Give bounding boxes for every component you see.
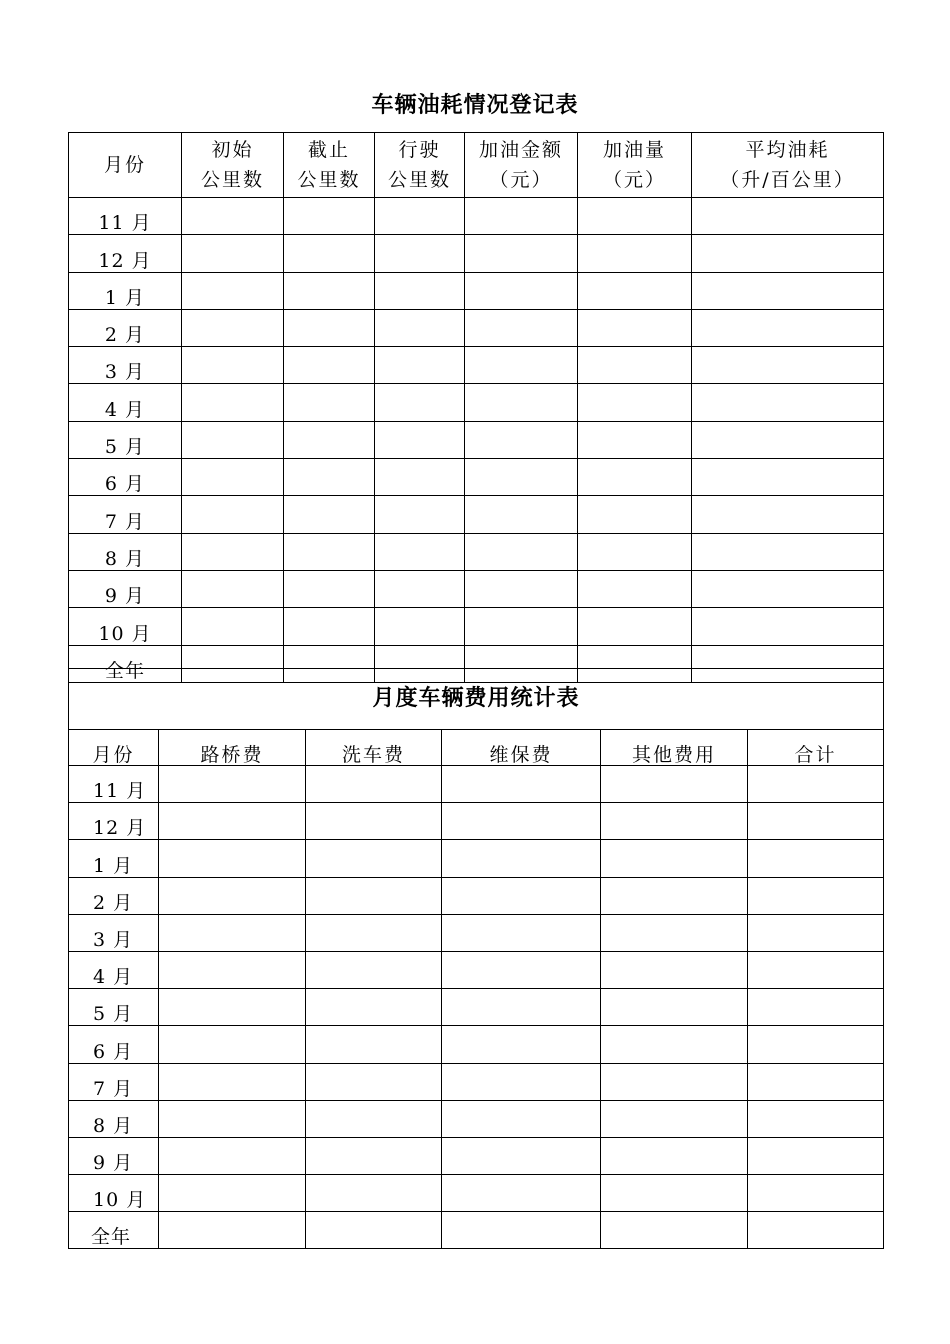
fuel-cell-end-km[interactable] [284, 272, 375, 309]
header-end-km: 截止 公里数 [284, 133, 375, 198]
fuel-cell-driven-km[interactable] [375, 459, 465, 496]
expense-cell-maintenance[interactable] [442, 877, 601, 914]
expense-cell-maintenance[interactable] [442, 840, 601, 877]
expense-cell-total[interactable] [748, 989, 884, 1026]
expense-row [69, 766, 884, 803]
fuel-cell-end-km[interactable] [284, 496, 375, 533]
fuel-cell-driven-km[interactable] [375, 570, 465, 607]
fuel-cell-fuel-amount[interactable] [465, 272, 578, 309]
fuel-cell-fuel-volume[interactable] [578, 496, 692, 533]
fuel-cell-fuel-amount[interactable] [465, 570, 578, 607]
fuel-cell-driven-km[interactable] [375, 533, 465, 570]
fuel-cell-fuel-amount[interactable] [465, 459, 578, 496]
expense-cell-total[interactable] [748, 1212, 884, 1249]
fuel-cell-driven-km[interactable] [375, 309, 465, 346]
expense-header-maintenance: 维保费 [442, 730, 601, 766]
expense-cell-maintenance[interactable] [442, 1212, 601, 1249]
fuel-cell-start-km[interactable] [182, 384, 284, 421]
fuel-cell-driven-km[interactable] [375, 347, 465, 384]
expense-cell-carwash[interactable] [306, 914, 442, 951]
fuel-cell-end-km[interactable] [284, 198, 375, 235]
fuel-cell-avg-consumption[interactable] [692, 496, 884, 533]
expense-cell-other[interactable] [601, 1137, 748, 1174]
expense-cell-other[interactable] [601, 1026, 748, 1063]
fuel-cell-driven-km[interactable] [375, 198, 465, 235]
expense-cell-maintenance[interactable] [442, 1100, 601, 1137]
fuel-row [69, 608, 884, 645]
expense-row [69, 989, 884, 1026]
header-fuel-volume: 加油量 （元） [578, 133, 692, 198]
fuel-month-label: 9 月 [69, 570, 182, 607]
expense-cell-toll[interactable] [159, 1175, 306, 1212]
fuel-cell-fuel-amount[interactable] [465, 608, 578, 645]
fuel-cell-fuel-amount[interactable] [465, 421, 578, 458]
expense-cell-maintenance[interactable] [442, 989, 601, 1026]
fuel-row [69, 570, 884, 607]
expense-cell-toll[interactable] [159, 1100, 306, 1137]
fuel-row [69, 347, 884, 384]
fuel-cell-fuel-volume[interactable] [578, 570, 692, 607]
fuel-cell-driven-km[interactable] [375, 384, 465, 421]
expense-cell-carwash[interactable] [306, 1137, 442, 1174]
expense-cell-carwash[interactable] [306, 1063, 442, 1100]
expense-cell-carwash[interactable] [306, 877, 442, 914]
expense-month-label: 6 月 [69, 1026, 159, 1063]
header-fuel-amount: 加油金额 （元） [465, 133, 578, 198]
fuel-cell-avg-consumption[interactable] [692, 608, 884, 645]
fuel-row [69, 459, 884, 496]
expense-cell-maintenance[interactable] [442, 1026, 601, 1063]
fuel-month-label: 5 月 [69, 421, 182, 458]
expense-cell-carwash[interactable] [306, 951, 442, 988]
fuel-month-label: 全年 [69, 645, 182, 682]
expense-row [69, 914, 884, 951]
expense-cell-maintenance[interactable] [442, 766, 601, 803]
expense-cell-toll[interactable] [159, 1212, 306, 1249]
fuel-consumption-table [68, 132, 884, 683]
fuel-cell-fuel-amount[interactable] [465, 309, 578, 346]
expense-cell-maintenance[interactable] [442, 803, 601, 840]
fuel-cell-fuel-amount[interactable] [465, 235, 578, 272]
expense-cell-other[interactable] [601, 766, 748, 803]
expense-cell-carwash[interactable] [306, 1212, 442, 1249]
fuel-month-label: 1 月 [69, 272, 182, 309]
expense-cell-carwash[interactable] [306, 1026, 442, 1063]
fuel-cell-driven-km[interactable] [375, 235, 465, 272]
fuel-cell-fuel-volume[interactable] [578, 608, 692, 645]
fuel-month-label: 6 月 [69, 459, 182, 496]
fuel-month-label: 4 月 [69, 384, 182, 421]
expense-cell-total[interactable] [748, 1026, 884, 1063]
fuel-cell-start-km[interactable] [182, 309, 284, 346]
expense-cell-toll[interactable] [159, 951, 306, 988]
expense-cell-toll[interactable] [159, 1137, 306, 1174]
header-start-km: 初始 公里数 [182, 133, 284, 198]
expense-month-label: 10 月 [69, 1175, 159, 1212]
expense-header-toll: 路桥费 [159, 730, 306, 766]
fuel-month-label: 12 月 [69, 235, 182, 272]
expense-month-label: 1 月 [69, 840, 159, 877]
fuel-month-label: 2 月 [69, 309, 182, 346]
expense-cell-maintenance[interactable] [442, 1063, 601, 1100]
fuel-cell-avg-consumption[interactable] [692, 421, 884, 458]
fuel-cell-avg-consumption[interactable] [692, 459, 884, 496]
fuel-cell-avg-consumption[interactable] [692, 384, 884, 421]
fuel-cell-end-km[interactable] [284, 384, 375, 421]
fuel-cell-avg-consumption[interactable] [692, 309, 884, 346]
expense-row [69, 803, 884, 840]
fuel-cell-end-km[interactable] [284, 570, 375, 607]
expense-cell-total[interactable] [748, 840, 884, 877]
fuel-cell-driven-km[interactable] [375, 496, 465, 533]
fuel-row [69, 421, 884, 458]
fuel-month-label: 8 月 [69, 533, 182, 570]
fuel-cell-start-km[interactable] [182, 533, 284, 570]
fuel-cell-fuel-amount[interactable] [465, 384, 578, 421]
header-avg-consumption: 平均油耗 （升/百公里） [692, 133, 884, 198]
expense-row [69, 1175, 884, 1212]
fuel-cell-fuel-volume[interactable] [578, 533, 692, 570]
fuel-cell-fuel-amount[interactable] [465, 496, 578, 533]
fuel-month-label: 3 月 [69, 347, 182, 384]
fuel-cell-driven-km[interactable] [375, 272, 465, 309]
fuel-cell-fuel-volume[interactable] [578, 309, 692, 346]
expense-cell-maintenance[interactable] [442, 1175, 601, 1212]
expense-cell-toll[interactable] [159, 989, 306, 1026]
fuel-table-title: 车辆油耗情况登记表 [371, 92, 579, 118]
fuel-row [69, 309, 884, 346]
expense-cell-other[interactable] [601, 803, 748, 840]
expense-row [69, 1212, 884, 1249]
fuel-month-label: 11 月 [69, 198, 182, 235]
fuel-cell-fuel-amount[interactable] [465, 533, 578, 570]
expense-cell-other[interactable] [601, 1175, 748, 1212]
expense-cell-toll[interactable] [159, 1063, 306, 1100]
fuel-cell-start-km[interactable] [182, 347, 284, 384]
expense-header-carwash: 洗车费 [306, 730, 442, 766]
expense-month-label: 5 月 [69, 989, 159, 1026]
fuel-cell-end-km[interactable] [284, 608, 375, 645]
fuel-cell-fuel-volume[interactable] [578, 235, 692, 272]
expense-cell-total[interactable] [748, 951, 884, 988]
expense-header-other: 其他费用 [601, 730, 748, 766]
fuel-cell-fuel-volume[interactable] [578, 272, 692, 309]
header-month: 月份 [69, 133, 182, 198]
expense-header-total: 合计 [748, 730, 884, 766]
expense-cell-toll[interactable] [159, 803, 306, 840]
fuel-cell-start-km[interactable] [182, 459, 284, 496]
fuel-cell-fuel-volume[interactable] [578, 421, 692, 458]
fuel-cell-avg-consumption[interactable] [692, 198, 884, 235]
expense-cell-toll[interactable] [159, 766, 306, 803]
expense-cell-carwash[interactable] [306, 840, 442, 877]
expense-cell-total[interactable] [748, 914, 884, 951]
expense-row [69, 1026, 884, 1063]
expense-row [69, 951, 884, 988]
fuel-cell-end-km[interactable] [284, 533, 375, 570]
fuel-cell-avg-consumption[interactable] [692, 272, 884, 309]
expense-row [69, 1063, 884, 1100]
fuel-cell-start-km[interactable] [182, 608, 284, 645]
fuel-month-label: 7 月 [69, 496, 182, 533]
fuel-cell-avg-consumption[interactable] [692, 570, 884, 607]
fuel-row [69, 198, 884, 235]
fuel-cell-end-km[interactable] [284, 421, 375, 458]
expense-header-month: 月份 [69, 730, 159, 766]
fuel-cell-start-km[interactable] [182, 421, 284, 458]
expense-cell-maintenance[interactable] [442, 1137, 601, 1174]
expense-cell-carwash[interactable] [306, 766, 442, 803]
fuel-cell-start-km[interactable] [182, 198, 284, 235]
fuel-cell-fuel-amount[interactable] [465, 347, 578, 384]
expense-cell-other[interactable] [601, 989, 748, 1026]
fuel-cell-start-km[interactable] [182, 235, 284, 272]
expense-row [69, 1100, 884, 1137]
expense-cell-total[interactable] [748, 1175, 884, 1212]
fuel-row [69, 235, 884, 272]
expense-month-label: 3 月 [69, 914, 159, 951]
fuel-row [69, 533, 884, 570]
fuel-cell-start-km[interactable] [182, 496, 284, 533]
fuel-cell-fuel-volume[interactable] [578, 198, 692, 235]
fuel-cell-driven-km[interactable] [375, 421, 465, 458]
expense-table-title: 月度车辆费用统计表 [69, 669, 884, 730]
fuel-cell-fuel-amount[interactable] [465, 198, 578, 235]
expense-month-label: 全年 [69, 1212, 159, 1249]
fuel-header-row [69, 133, 884, 198]
expense-cell-other[interactable] [601, 840, 748, 877]
expense-cell-total[interactable] [748, 1063, 884, 1100]
fuel-cell-end-km[interactable] [284, 235, 375, 272]
fuel-cell-end-km[interactable] [284, 459, 375, 496]
expense-row [69, 1137, 884, 1174]
expense-cell-toll[interactable] [159, 1026, 306, 1063]
expense-row [69, 840, 884, 877]
expense-cell-total[interactable] [748, 1137, 884, 1174]
expense-cell-carwash[interactable] [306, 803, 442, 840]
expense-month-label: 2 月 [69, 877, 159, 914]
fuel-cell-start-km[interactable] [182, 570, 284, 607]
expense-month-label: 7 月 [69, 1063, 159, 1100]
fuel-cell-driven-km[interactable] [375, 608, 465, 645]
expense-table [68, 668, 884, 1249]
fuel-cell-fuel-volume[interactable] [578, 347, 692, 384]
fuel-row [69, 496, 884, 533]
expense-cell-other[interactable] [601, 1212, 748, 1249]
expense-cell-other[interactable] [601, 1100, 748, 1137]
fuel-cell-start-km[interactable] [182, 272, 284, 309]
header-driven-km: 行驶 公里数 [375, 133, 465, 198]
expense-cell-toll[interactable] [159, 914, 306, 951]
expense-cell-maintenance[interactable] [442, 914, 601, 951]
expense-cell-carwash[interactable] [306, 1100, 442, 1137]
expense-month-label: 12 月 [69, 803, 159, 840]
expense-month-label: 4 月 [69, 951, 159, 988]
expense-cell-carwash[interactable] [306, 1175, 442, 1212]
fuel-row [69, 384, 884, 421]
expense-header-row [69, 730, 884, 766]
expense-cell-toll[interactable] [159, 877, 306, 914]
fuel-cell-fuel-volume[interactable] [578, 384, 692, 421]
expense-cell-toll[interactable] [159, 840, 306, 877]
fuel-cell-end-km[interactable] [284, 309, 375, 346]
fuel-cell-end-km[interactable] [284, 347, 375, 384]
expense-cell-total[interactable] [748, 766, 884, 803]
expense-month-label: 8 月 [69, 1100, 159, 1137]
fuel-cell-avg-consumption[interactable] [692, 347, 884, 384]
expense-cell-maintenance[interactable] [442, 951, 601, 988]
expense-cell-total[interactable] [748, 877, 884, 914]
expense-cell-total[interactable] [748, 1100, 884, 1137]
expense-cell-other[interactable] [601, 877, 748, 914]
expense-month-label: 9 月 [69, 1137, 159, 1174]
expense-cell-other[interactable] [601, 1063, 748, 1100]
expense-cell-other[interactable] [601, 951, 748, 988]
expense-cell-total[interactable] [748, 803, 884, 840]
expense-cell-carwash[interactable] [306, 989, 442, 1026]
expense-cell-other[interactable] [601, 914, 748, 951]
fuel-month-label: 10 月 [69, 608, 182, 645]
fuel-cell-avg-consumption[interactable] [692, 533, 884, 570]
expense-title-row [69, 669, 884, 730]
fuel-row [69, 272, 884, 309]
fuel-cell-avg-consumption[interactable] [692, 235, 884, 272]
fuel-cell-fuel-volume[interactable] [578, 459, 692, 496]
expense-month-label: 11 月 [69, 766, 159, 803]
expense-row [69, 877, 884, 914]
